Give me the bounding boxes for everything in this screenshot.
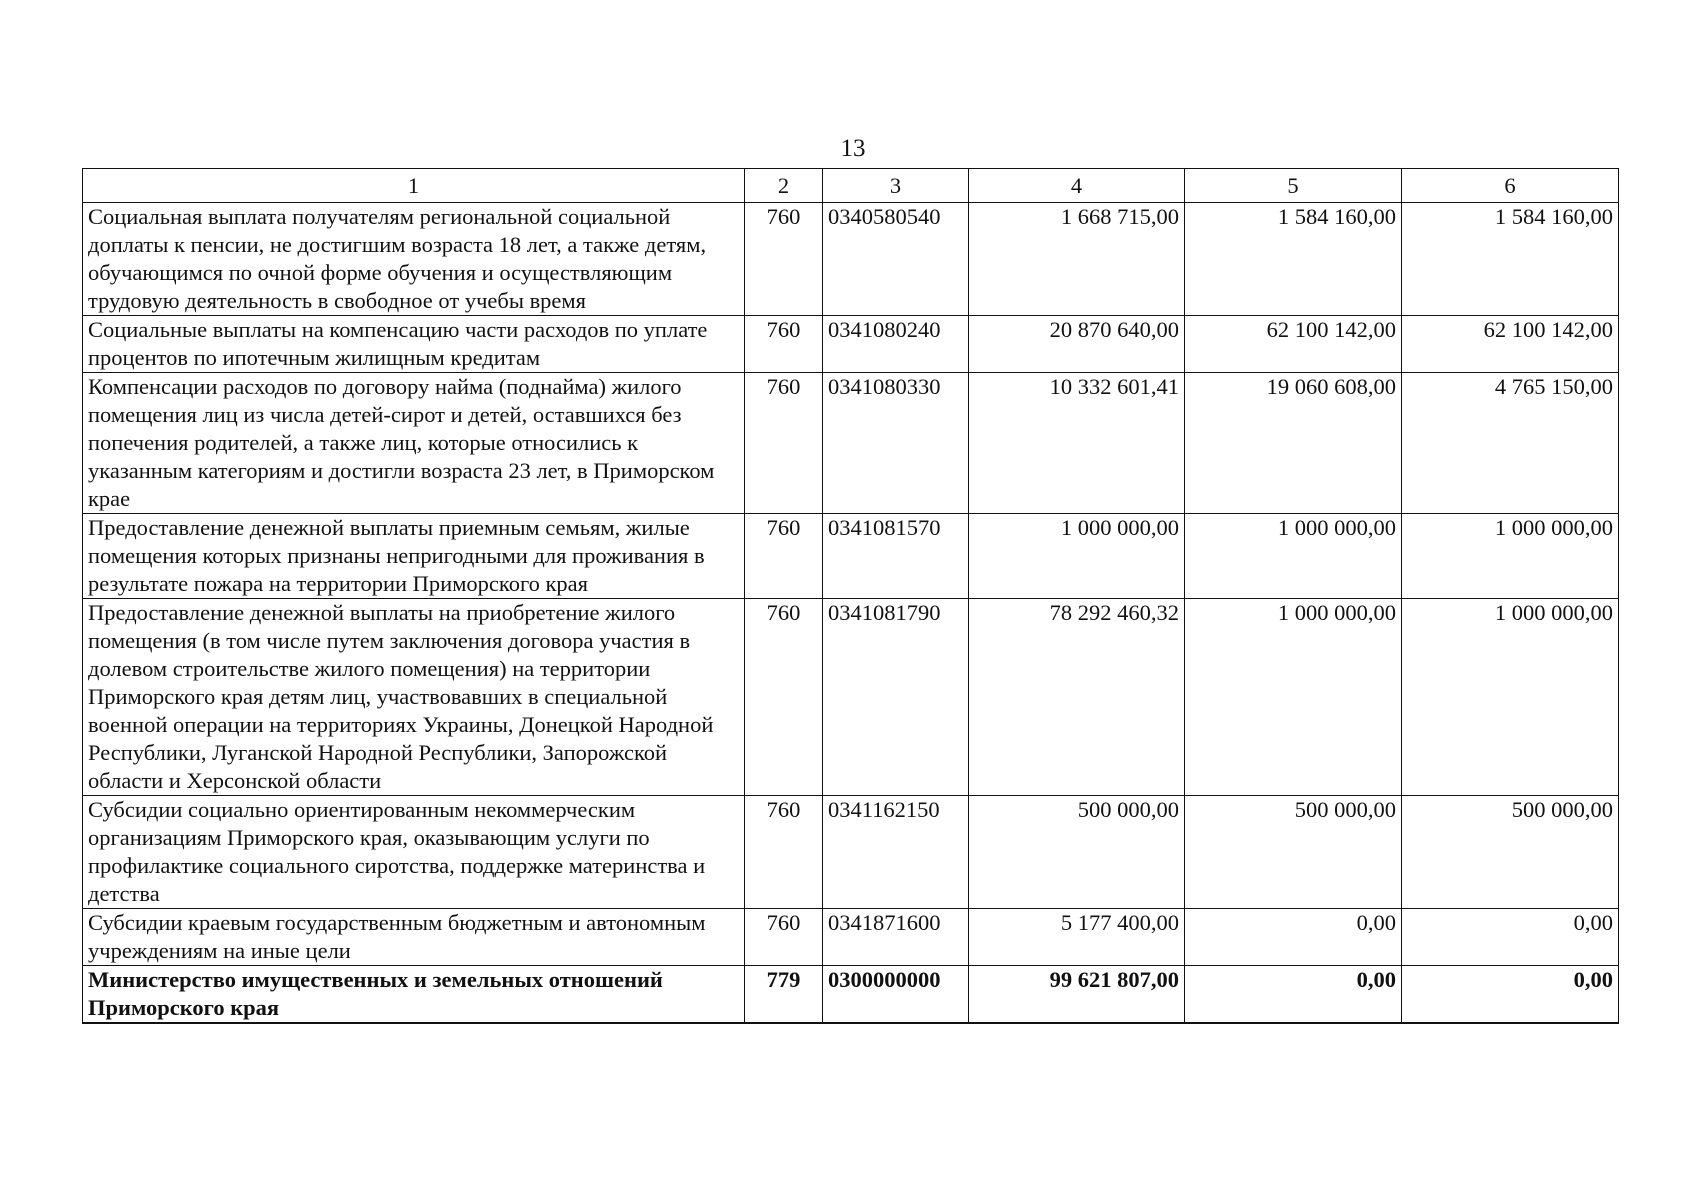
row-amount-col5: 1 000 000,00 — [1185, 514, 1402, 599]
table-row — [83, 599, 1619, 796]
header-row — [83, 169, 1619, 203]
row-target-code: 0341081790 — [823, 599, 969, 796]
row-ministry-code: 760 — [745, 316, 823, 373]
row-amount-col6: 1 000 000,00 — [1402, 599, 1619, 796]
row-amount-col5: 500 000,00 — [1185, 796, 1402, 909]
row-ministry-code: 760 — [745, 909, 823, 966]
table-row-total — [83, 966, 1619, 1024]
row-name: Социальные выплаты на компенсацию части расходов по уплате процентов по ипотечным жилищным кредитам — [83, 316, 745, 373]
row-name: Социальная выплата получателям региональной социальной доплаты к пенсии, не достигшим возраста 18 лет, а также детям, обучающимся по очной форме обучения и осуществляющим трудовую деятельность в свободное от учебы время — [83, 203, 745, 316]
row-amount-col4: 78 292 460,32 — [969, 599, 1185, 796]
row-amount-col5: 0,00 — [1185, 909, 1402, 966]
row-amount-col6: 0,00 — [1402, 966, 1619, 1024]
column-header-5: 5 — [1185, 169, 1402, 203]
row-target-code: 0341162150 — [823, 796, 969, 909]
row-amount-col6: 1 000 000,00 — [1402, 514, 1619, 599]
table-row — [83, 373, 1619, 514]
table-row — [83, 316, 1619, 373]
page-number: 13 — [840, 135, 866, 162]
row-amount-col5: 62 100 142,00 — [1185, 316, 1402, 373]
row-amount-col5: 1 000 000,00 — [1185, 599, 1402, 796]
row-amount-col4: 20 870 640,00 — [969, 316, 1185, 373]
table-row — [83, 514, 1619, 599]
table-row — [83, 909, 1619, 966]
column-header-1: 1 — [83, 169, 745, 203]
row-target-code: 0341081570 — [823, 514, 969, 599]
row-amount-col4: 10 332 601,41 — [969, 373, 1185, 514]
row-name: Министерство имущественных и земельных отношений Приморского края — [83, 966, 745, 1024]
row-ministry-code: 779 — [745, 966, 823, 1024]
row-target-code: 0340580540 — [823, 203, 969, 316]
row-target-code: 0300000000 — [823, 966, 969, 1024]
row-amount-col4: 500 000,00 — [969, 796, 1185, 909]
row-amount-col6: 1 584 160,00 — [1402, 203, 1619, 316]
row-amount-col4: 5 177 400,00 — [969, 909, 1185, 966]
budget-table — [82, 168, 1619, 1024]
row-amount-col6: 500 000,00 — [1402, 796, 1619, 909]
row-amount-col5: 19 060 608,00 — [1185, 373, 1402, 514]
row-name: Предоставление денежной выплаты приемным семьям, жилые помещения которых признаны непригодными для проживания в результате пожара на территории Приморского края — [83, 514, 745, 599]
table-body — [83, 203, 1619, 1024]
row-ministry-code: 760 — [745, 599, 823, 796]
table-row — [83, 796, 1619, 909]
row-target-code: 0341080240 — [823, 316, 969, 373]
column-header-2: 2 — [745, 169, 823, 203]
row-ministry-code: 760 — [745, 203, 823, 316]
row-target-code: 0341080330 — [823, 373, 969, 514]
row-target-code: 0341871600 — [823, 909, 969, 966]
column-header-3: 3 — [823, 169, 969, 203]
row-name: Субсидии краевым государственным бюджетным и автономным учреждениям на иные цели — [83, 909, 745, 966]
column-header-6: 6 — [1402, 169, 1619, 203]
row-ministry-code: 760 — [745, 796, 823, 909]
table-row — [83, 203, 1619, 316]
row-name: Предоставление денежной выплаты на приобретение жилого помещения (в том числе путем заключения договора участия в долевом строительстве жилого помещения) на территории Приморского края детям лиц, участвовавших в специальной военной операции на территориях Украины, Донецкой Народной Республики, Луганской Народной Республики, Запорожской области и Херсонской области — [83, 599, 745, 796]
row-amount-col4: 1 668 715,00 — [969, 203, 1185, 316]
row-name: Компенсации расходов по договору найма (поднайма) жилого помещения лиц из числа детей-сирот и детей, оставшихся без попечения родителей, а также лиц, которые относились к указанным категориям и достигли возраста 23 лет, в Приморском крае — [83, 373, 745, 514]
row-amount-col6: 62 100 142,00 — [1402, 316, 1619, 373]
row-name: Субсидии социально ориентированным некоммерческим организациям Приморского края, оказывающим услуги по профилактике социального сиротства, поддержке материнства и детства — [83, 796, 745, 909]
row-ministry-code: 760 — [745, 373, 823, 514]
row-ministry-code: 760 — [745, 514, 823, 599]
row-amount-col4: 1 000 000,00 — [969, 514, 1185, 599]
row-amount-col5: 0,00 — [1185, 966, 1402, 1024]
row-amount-col5: 1 584 160,00 — [1185, 203, 1402, 316]
row-amount-col6: 4 765 150,00 — [1402, 373, 1619, 514]
row-amount-col4: 99 621 807,00 — [969, 966, 1185, 1024]
column-header-4: 4 — [969, 169, 1185, 203]
row-amount-col6: 0,00 — [1402, 909, 1619, 966]
